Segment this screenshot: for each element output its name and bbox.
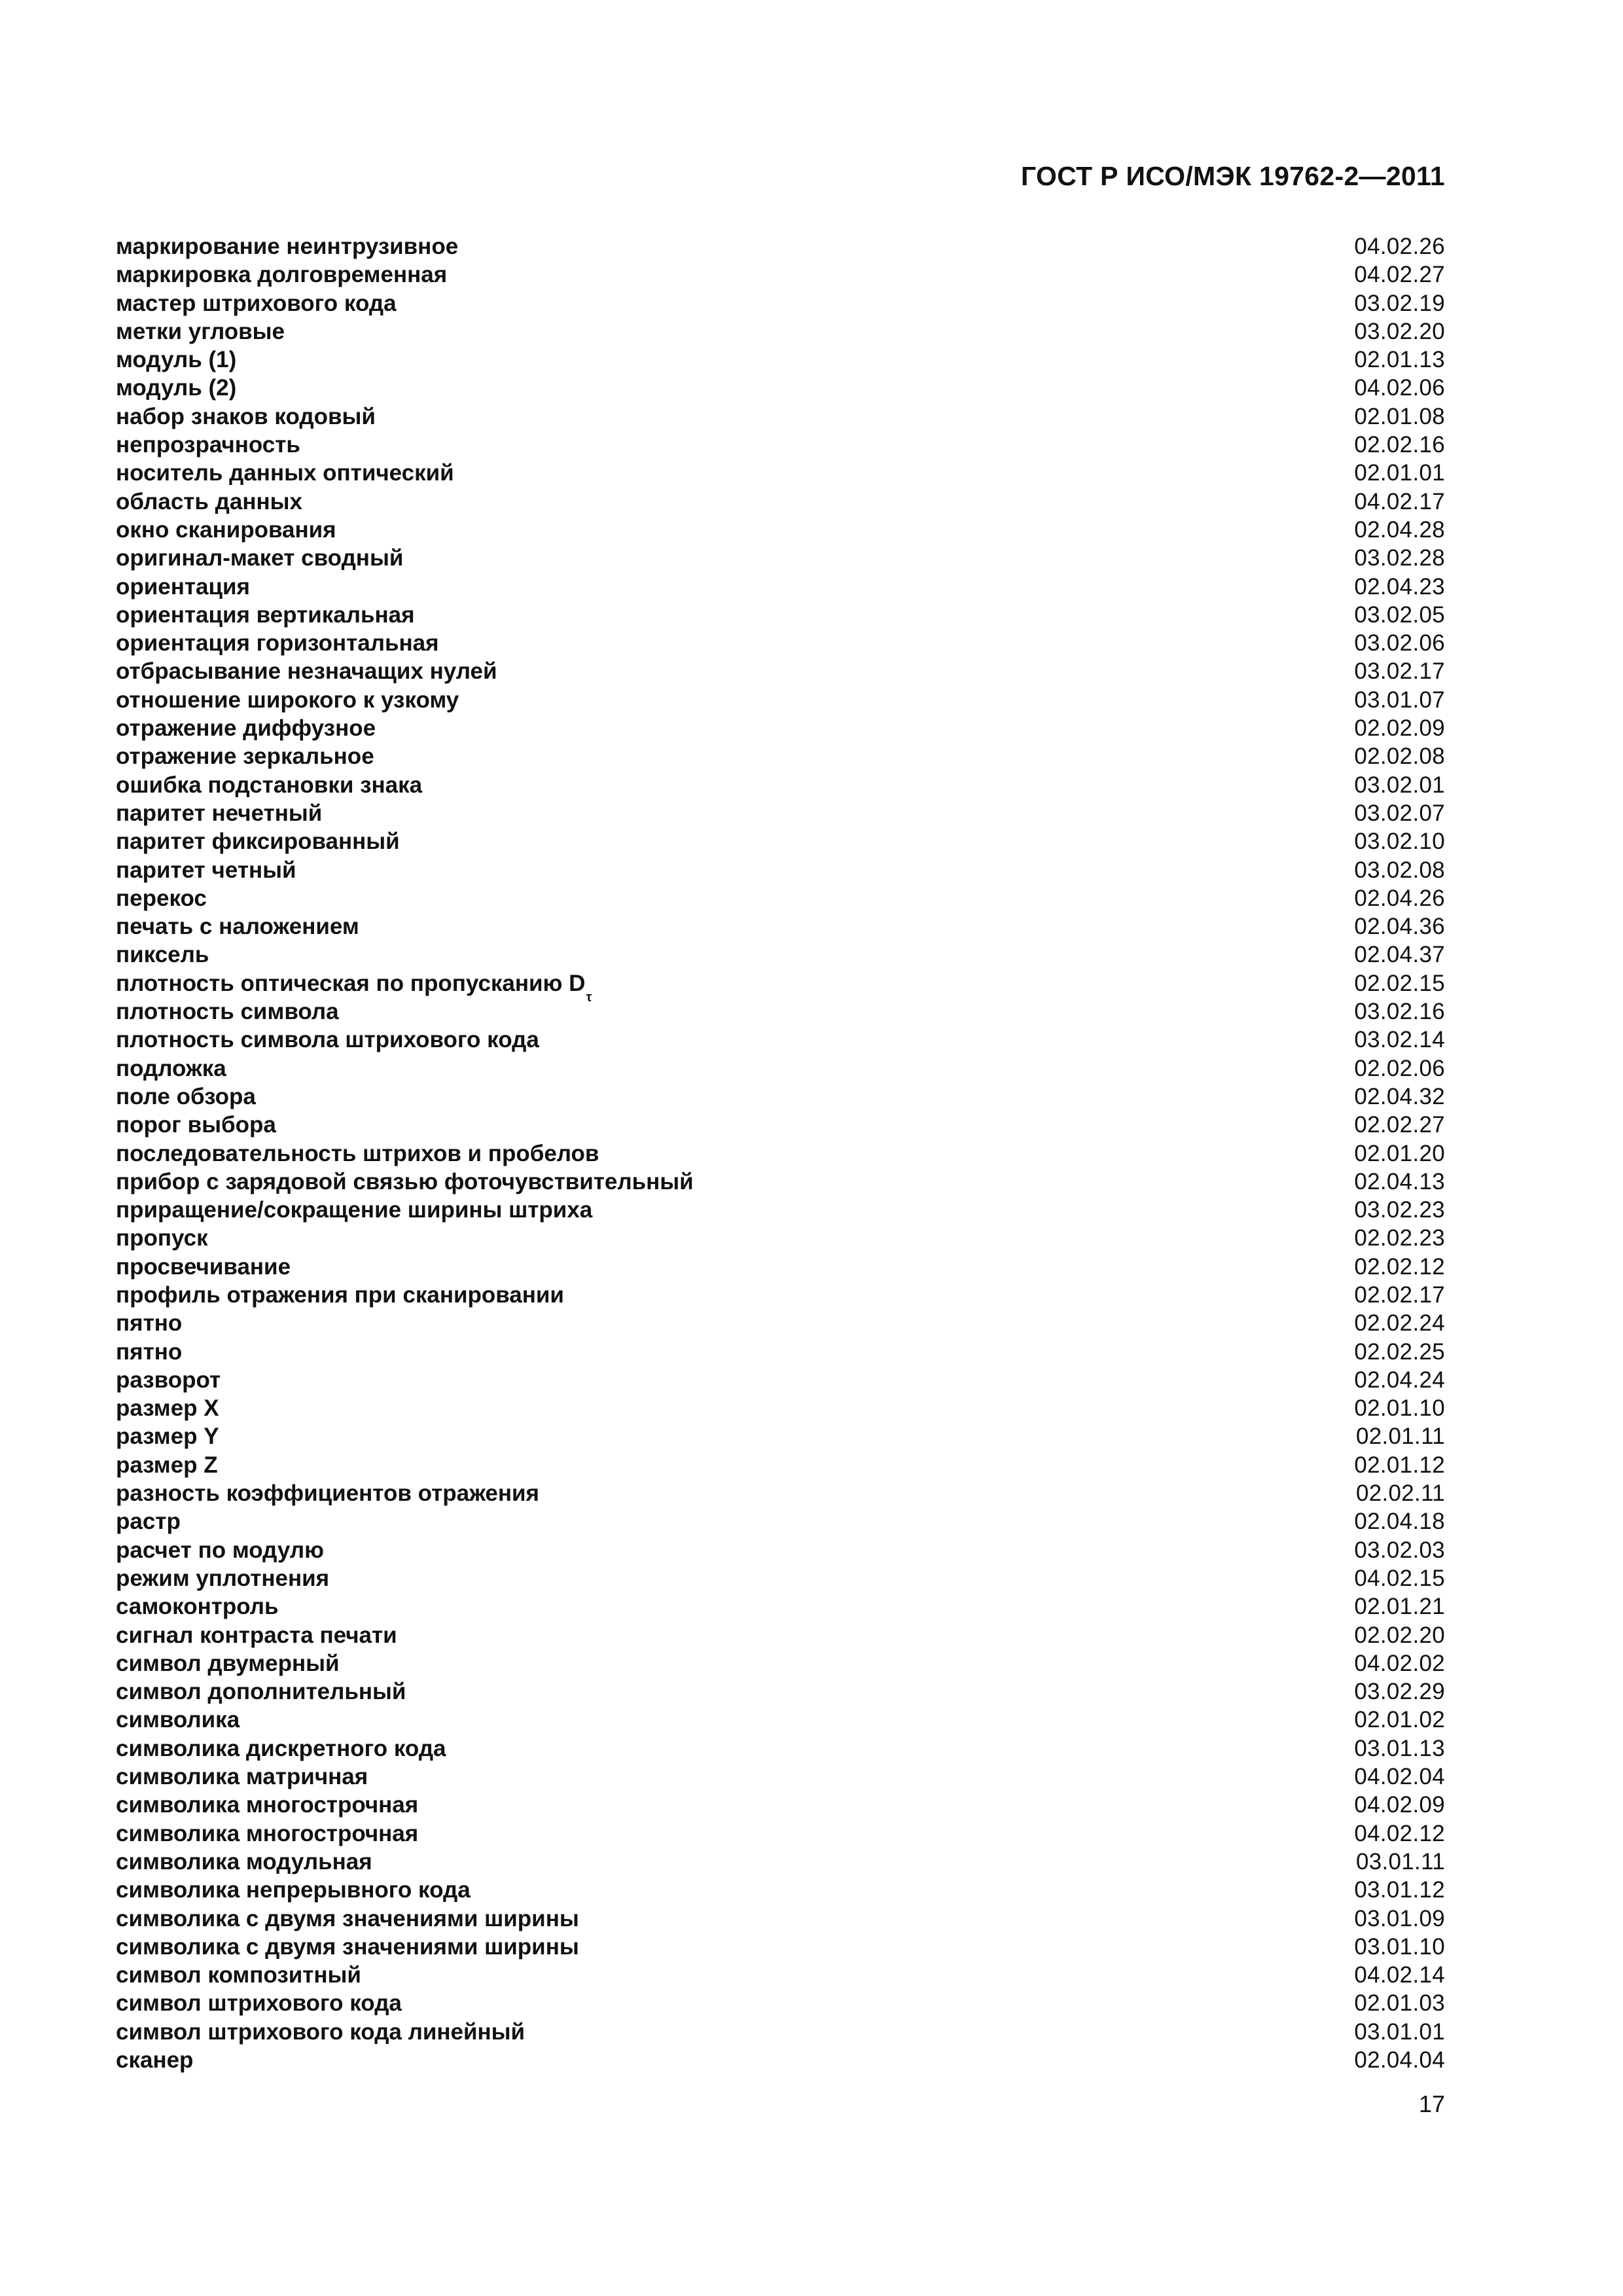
index-term <box>116 431 300 459</box>
index-term <box>116 1621 397 1649</box>
index-term <box>116 1876 471 1904</box>
index-term <box>116 1507 181 1535</box>
index-term-text: символика с двумя значениями ширины <box>116 1933 579 1960</box>
index-reference-number: 03.02.01 <box>1354 772 1445 798</box>
index-reference-number: 02.04.26 <box>1354 885 1445 911</box>
index-term-text: прибор с зарядовой связью фоточувствительный <box>116 1168 694 1194</box>
index-reference-number: 02.02.12 <box>1354 1253 1445 1280</box>
index-term-text: ориентация <box>116 573 250 600</box>
index-term <box>116 1083 256 1111</box>
index-term <box>116 232 458 260</box>
index-term-text: маркирование неинтрузивное <box>116 234 459 259</box>
index-reference-number: 03.02.08 <box>1354 857 1445 883</box>
index-term-text: последовательность штрихов и пробелов <box>116 1140 599 1166</box>
index-entry <box>116 1564 1445 1592</box>
index-term <box>116 1422 219 1450</box>
index-term <box>116 771 422 799</box>
index-term-text: ориентация горизонтальная <box>116 630 439 656</box>
index-reference-number: 04.02.15 <box>1354 1565 1445 1591</box>
index-entry <box>116 884 1445 912</box>
index-term-text: размер Y <box>116 1424 219 1450</box>
index-entry <box>116 969 1445 1005</box>
index-term <box>116 686 459 714</box>
index-reference-number: 02.01.13 <box>1354 347 1445 373</box>
index-term-text: символика непрерывного кода <box>116 1877 471 1903</box>
index-reference-number: 02.02.16 <box>1354 432 1445 458</box>
index-term <box>116 1933 579 1961</box>
index-term <box>116 1111 276 1139</box>
index-reference-number: 02.04.32 <box>1354 1083 1445 1109</box>
index-reference-number: 03.02.16 <box>1354 999 1445 1025</box>
index-entry <box>116 1933 1445 1961</box>
index-reference-number: 03.02.17 <box>1354 658 1445 685</box>
index-entry <box>116 1083 1445 1111</box>
index-reference-number: 03.02.10 <box>1354 829 1445 855</box>
index-term-text: отражение зеркальное <box>116 744 374 770</box>
index-entry <box>116 431 1445 459</box>
index-term-text: символ штрихового кода <box>116 1990 402 2017</box>
index-term-text: мастер штрихового кода <box>116 290 397 316</box>
term-index-list <box>116 232 1445 2074</box>
index-term <box>116 1026 539 1054</box>
index-reference-number: 04.02.04 <box>1354 1764 1445 1790</box>
index-term-text: символика модульная <box>116 1848 372 1874</box>
index-term <box>116 374 236 402</box>
index-reference-number: 04.02.09 <box>1354 1792 1445 1818</box>
index-term-text: самоконтроль <box>116 1594 279 1620</box>
document-header: ГОСТ Р ИСО/МЭК 19762-2—2011 <box>1021 161 1445 191</box>
index-term <box>116 1309 182 1337</box>
index-entry <box>116 941 1445 969</box>
index-term-text: отбрасывание незначащих нулей <box>116 658 497 685</box>
index-term-text: маркировка долговременная <box>116 262 448 288</box>
index-term <box>116 2018 525 2046</box>
index-term-text: паритет четный <box>116 857 296 883</box>
index-term-text: расчет по модулю <box>116 1537 324 1563</box>
index-entry <box>116 1253 1445 1281</box>
index-reference-number: 02.02.24 <box>1354 1310 1445 1336</box>
index-reference-number: 02.01.11 <box>1355 1424 1445 1450</box>
index-entry <box>116 1677 1445 1706</box>
index-term <box>116 1989 402 2017</box>
index-term-text: символика многострочная <box>116 1792 419 1818</box>
index-term-text: ошибка подстановки знака <box>116 772 423 798</box>
index-term-text: символ дополнительный <box>116 1679 406 1705</box>
index-term-text: размер X <box>116 1395 219 1422</box>
index-entry <box>116 1734 1445 1763</box>
index-term <box>116 856 296 884</box>
index-reference-number: 04.02.12 <box>1354 1820 1445 1846</box>
index-term <box>116 1054 226 1083</box>
index-term-text: размер Z <box>116 1452 218 1478</box>
index-term-text: сигнал контраста печати <box>116 1622 397 1648</box>
index-term <box>116 912 359 941</box>
index-reference-number: 02.01.08 <box>1354 403 1445 429</box>
index-term <box>116 742 374 770</box>
index-entry <box>116 346 1445 374</box>
index-term-text: сканер <box>116 2047 194 2073</box>
index-term <box>116 1961 361 1989</box>
index-entry <box>116 1905 1445 1933</box>
index-entry <box>116 629 1445 657</box>
index-entry <box>116 488 1445 516</box>
index-reference-number: 03.02.28 <box>1354 545 1445 571</box>
index-term <box>116 1791 418 1819</box>
index-reference-number: 03.02.06 <box>1354 630 1445 656</box>
index-term-text: пятно <box>116 1338 183 1365</box>
index-reference-number: 02.01.20 <box>1354 1140 1445 1166</box>
index-entry <box>116 1989 1445 2017</box>
index-term <box>116 1734 446 1763</box>
index-term <box>116 289 397 317</box>
index-reference-number: 04.02.14 <box>1354 1962 1445 1988</box>
index-reference-number: 03.01.13 <box>1354 1735 1445 1761</box>
index-entry <box>116 856 1445 884</box>
index-entry <box>116 1507 1445 1535</box>
index-term-text: паритет фиксированный <box>116 829 400 855</box>
index-reference-number: 02.02.20 <box>1354 1622 1445 1648</box>
index-term-text: подложка <box>116 1055 226 1081</box>
index-term-text: печать с наложением <box>116 914 359 940</box>
index-term-text: паритет нечетный <box>116 800 323 826</box>
index-term <box>116 997 339 1026</box>
index-entry <box>116 1139 1445 1168</box>
index-reference-number: 02.04.23 <box>1354 573 1445 600</box>
index-term <box>116 544 403 572</box>
index-reference-number: 03.02.29 <box>1354 1679 1445 1705</box>
index-entry <box>116 1281 1445 1309</box>
index-term <box>116 1451 218 1479</box>
index-term <box>116 1677 406 1706</box>
index-term-text: модуль (2) <box>116 375 237 401</box>
index-entry <box>116 403 1445 431</box>
index-reference-number: 02.04.28 <box>1354 516 1445 543</box>
index-reference-number: 02.02.23 <box>1354 1225 1445 1251</box>
index-entry <box>116 912 1445 941</box>
index-entry <box>116 1649 1445 1677</box>
index-entry <box>116 1479 1445 1507</box>
index-term <box>116 1763 368 1791</box>
index-term <box>116 657 497 685</box>
index-term-subscript: τ <box>586 990 592 1005</box>
index-term-text: перекос <box>116 885 207 911</box>
index-reference-number: 02.04.24 <box>1354 1367 1445 1393</box>
index-entry <box>116 1026 1445 1054</box>
index-term <box>116 1564 329 1592</box>
index-reference-number: 02.01.03 <box>1354 1990 1445 2017</box>
index-term <box>116 516 336 544</box>
index-reference-number: 02.01.10 <box>1354 1395 1445 1422</box>
index-entry <box>116 1451 1445 1479</box>
index-term <box>116 1820 418 1848</box>
index-term-text: символика с двумя значениями ширины <box>116 1905 579 1931</box>
index-term <box>116 1224 208 1252</box>
index-term-text: приращение/сокращение ширины штриха <box>116 1197 593 1223</box>
index-entry <box>116 1111 1445 1139</box>
index-reference-number: 02.01.02 <box>1354 1707 1445 1733</box>
index-entry <box>116 1592 1445 1621</box>
index-reference-number: 03.01.07 <box>1354 687 1445 713</box>
index-reference-number: 04.02.02 <box>1354 1650 1445 1676</box>
index-reference-number: 03.02.05 <box>1354 601 1445 628</box>
index-term <box>116 1139 599 1168</box>
index-reference-number: 02.02.08 <box>1354 744 1445 770</box>
index-entry <box>116 771 1445 799</box>
index-reference-number: 02.01.12 <box>1354 1452 1445 1478</box>
index-term <box>116 1905 579 1933</box>
index-term <box>116 488 302 516</box>
index-term <box>116 1281 564 1309</box>
index-entry <box>116 657 1445 685</box>
index-term-text: символ двумерный <box>116 1650 340 1676</box>
index-entry <box>116 1224 1445 1252</box>
index-reference-number: 02.04.18 <box>1354 1509 1445 1535</box>
index-term <box>116 403 376 431</box>
index-entry <box>116 799 1445 827</box>
index-entry <box>116 1422 1445 1450</box>
index-reference-number: 02.02.06 <box>1354 1055 1445 1081</box>
index-term-text: разность коэффициентов отражения <box>116 1480 539 1507</box>
index-entry <box>116 1366 1445 1394</box>
index-term <box>116 346 236 374</box>
index-term <box>116 714 376 742</box>
index-reference-number: 02.04.36 <box>1354 914 1445 940</box>
index-entry <box>116 260 1445 289</box>
index-entry <box>116 1848 1445 1876</box>
index-entry <box>116 1394 1445 1422</box>
index-term <box>116 629 439 657</box>
index-entry <box>116 827 1445 855</box>
index-reference-number: 03.02.03 <box>1354 1537 1445 1563</box>
index-entry <box>116 686 1445 714</box>
index-term-text: ориентация вертикальная <box>116 601 415 628</box>
index-term <box>116 941 209 969</box>
index-term <box>116 1196 592 1224</box>
index-term-text: пропуск <box>116 1225 208 1251</box>
index-reference-number: 03.01.09 <box>1354 1905 1445 1931</box>
index-term <box>116 1848 372 1876</box>
index-reference-number: 02.01.01 <box>1354 460 1445 486</box>
index-term-text: символ композитный <box>116 1962 361 1988</box>
index-term <box>116 1366 221 1394</box>
index-entry <box>116 742 1445 770</box>
index-term-text: отношение широкого к узкому <box>116 687 459 713</box>
index-entry <box>116 544 1445 572</box>
index-entry <box>116 601 1445 629</box>
index-term <box>116 1394 219 1422</box>
index-term <box>116 1253 291 1281</box>
index-entry <box>116 2018 1445 2046</box>
index-entry <box>116 1196 1445 1224</box>
index-reference-number: 02.02.09 <box>1354 715 1445 742</box>
index-term-text: профиль отражения при сканировании <box>116 1282 564 1308</box>
index-reference-number: 02.02.27 <box>1354 1112 1445 1138</box>
index-entry <box>116 2046 1445 2074</box>
index-term <box>116 1536 324 1564</box>
index-entry <box>116 1876 1445 1904</box>
index-term <box>116 1706 240 1734</box>
index-reference-number: 04.02.27 <box>1354 262 1445 288</box>
index-entry <box>116 1820 1445 1848</box>
index-reference-number: 02.02.25 <box>1354 1338 1445 1365</box>
index-term <box>116 1338 182 1366</box>
index-term <box>116 884 207 912</box>
index-entry <box>116 1791 1445 1819</box>
index-term-text: порог выбора <box>116 1112 276 1138</box>
index-term-text: непрозрачность <box>116 432 300 458</box>
index-term <box>116 317 285 346</box>
index-reference-number: 02.02.17 <box>1354 1282 1445 1308</box>
index-entry <box>116 1054 1445 1083</box>
index-entry <box>116 289 1445 317</box>
index-reference-number: 02.04.04 <box>1354 2047 1445 2073</box>
index-term <box>116 2046 193 2074</box>
index-entry <box>116 1763 1445 1791</box>
index-reference-number: 02.04.13 <box>1354 1168 1445 1194</box>
index-entry <box>116 1309 1445 1337</box>
index-entry <box>116 1961 1445 1989</box>
index-term-text: символика матричная <box>116 1764 368 1790</box>
index-entry <box>116 714 1445 742</box>
index-entry <box>116 1338 1445 1366</box>
index-term-text: просвечивание <box>116 1253 291 1280</box>
index-term <box>116 969 592 1005</box>
index-entry <box>116 374 1445 402</box>
page-number: 17 <box>1418 2090 1445 2117</box>
index-reference-number: 03.02.14 <box>1354 1027 1445 1053</box>
index-reference-number: 03.02.20 <box>1354 318 1445 344</box>
index-entry <box>116 1168 1445 1196</box>
index-reference-number: 03.01.01 <box>1354 2018 1445 2045</box>
index-term-text: символика дискретного кода <box>116 1735 446 1761</box>
index-entry <box>116 232 1445 260</box>
index-term-text: символ штрихового кода линейный <box>116 2018 526 2045</box>
index-term <box>116 799 322 827</box>
index-term <box>116 459 454 487</box>
index-entry <box>116 573 1445 601</box>
index-term <box>116 1168 694 1196</box>
index-reference-number: 03.01.11 <box>1355 1848 1445 1874</box>
index-reference-number: 04.02.17 <box>1354 488 1445 514</box>
index-term <box>116 1479 539 1507</box>
index-entry <box>116 516 1445 544</box>
index-term-text: плотность символа штрихового кода <box>116 1027 539 1053</box>
index-term-text: плотность символа <box>116 999 339 1025</box>
index-term-text: метки угловые <box>116 318 285 344</box>
index-reference-number: 03.02.19 <box>1354 290 1445 316</box>
index-reference-number: 03.01.12 <box>1354 1877 1445 1903</box>
index-reference-number: 03.01.10 <box>1354 1933 1445 1960</box>
index-entry <box>116 1536 1445 1564</box>
index-term-text: набор знаков кодовый <box>116 403 376 429</box>
index-reference-number: 02.02.11 <box>1355 1480 1445 1507</box>
index-term-text: плотность оптическая по пропусканию D <box>116 970 586 996</box>
index-entry <box>116 1621 1445 1649</box>
index-term-text: разворот <box>116 1367 221 1393</box>
index-term-text: растр <box>116 1509 181 1535</box>
index-term-text: отражение диффузное <box>116 715 376 742</box>
index-term-text: символика многострочная <box>116 1820 419 1846</box>
index-reference-number: 04.02.06 <box>1354 375 1445 401</box>
index-term <box>116 573 250 601</box>
index-term-text: окно сканирования <box>116 516 336 543</box>
index-reference-number: 02.04.37 <box>1354 942 1445 968</box>
index-term <box>116 260 447 289</box>
index-reference-number: 03.02.23 <box>1354 1197 1445 1223</box>
index-reference-number: 03.02.07 <box>1354 800 1445 826</box>
index-term-text: оригинал-макет сводный <box>116 545 404 571</box>
index-reference-number: 02.01.21 <box>1354 1594 1445 1620</box>
index-term-text: режим уплотнения <box>116 1565 330 1591</box>
index-term <box>116 827 400 855</box>
index-term-text: модуль (1) <box>116 347 237 373</box>
index-reference-number: 02.02.15 <box>1354 970 1445 996</box>
index-term-text: пятно <box>116 1310 183 1336</box>
index-term <box>116 601 415 629</box>
index-term-text: поле обзора <box>116 1083 256 1109</box>
index-entry <box>116 459 1445 487</box>
index-entry <box>116 997 1445 1026</box>
index-entry <box>116 1706 1445 1734</box>
index-term <box>116 1592 279 1621</box>
index-reference-number: 04.02.26 <box>1354 234 1445 259</box>
index-entry <box>116 317 1445 346</box>
index-term-text: область данных <box>116 488 302 514</box>
index-term-text: символика <box>116 1707 240 1733</box>
index-term <box>116 1649 340 1677</box>
index-term-text: пиксель <box>116 942 209 968</box>
index-term-text: носитель данных оптический <box>116 460 454 486</box>
